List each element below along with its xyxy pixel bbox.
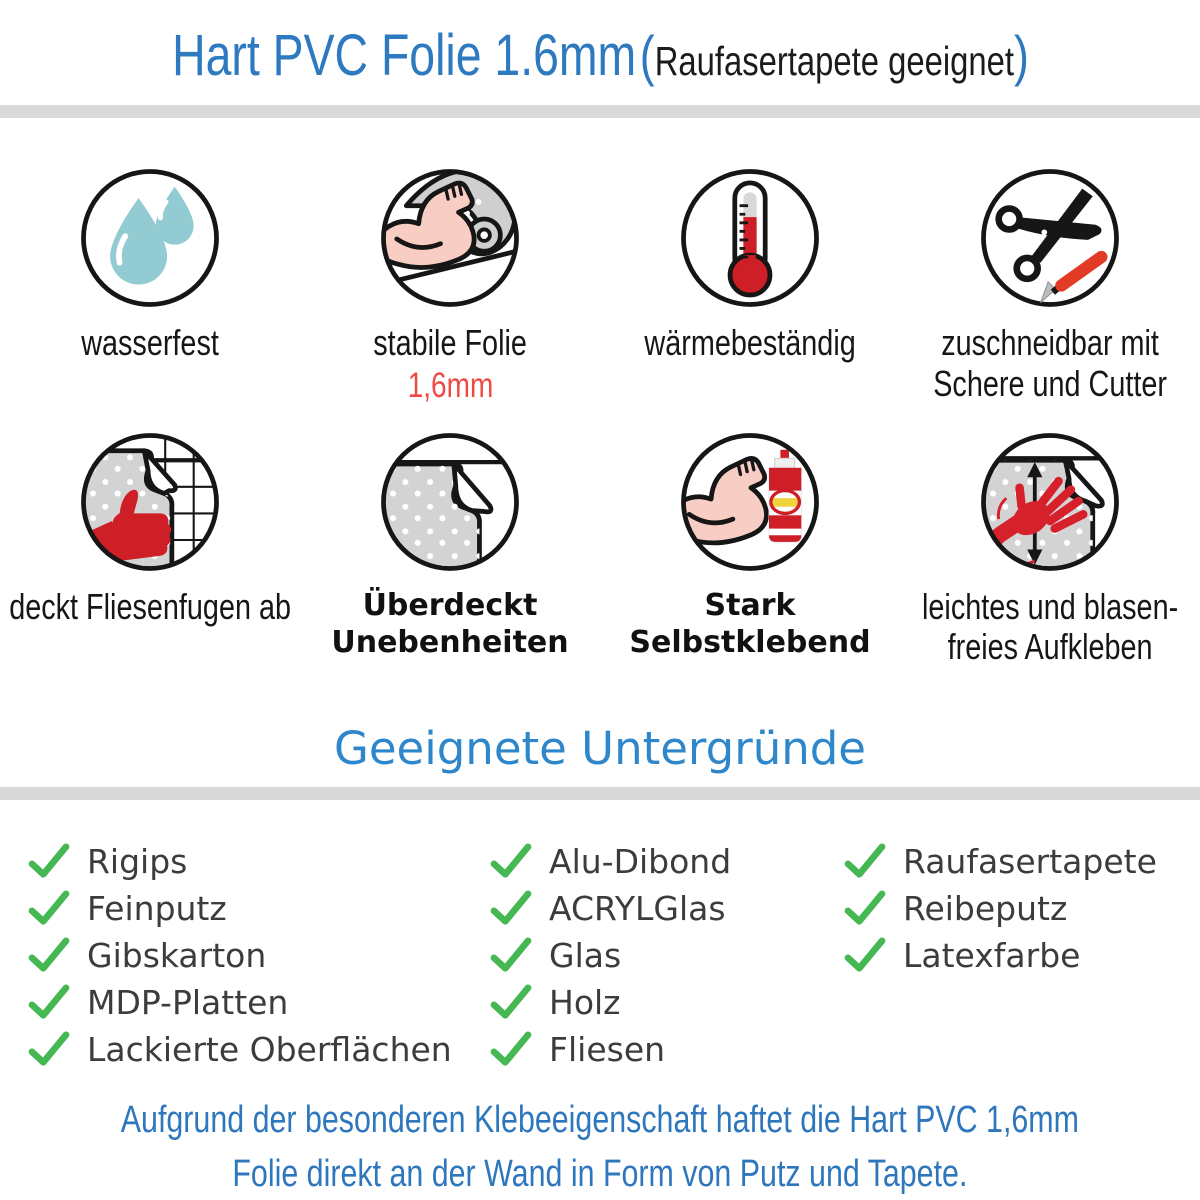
thermometer-icon — [674, 162, 826, 314]
thumb-up-tiles-icon — [74, 426, 226, 578]
substrates-list — [0, 840, 1200, 1070]
substrate-item — [28, 934, 490, 976]
feature-label: wärmebeständig — [644, 322, 856, 363]
title-paren-close: ) — [1013, 24, 1029, 87]
scissors-cutter-icon — [974, 162, 1126, 314]
substrate-label: Rigips — [87, 841, 188, 881]
substrates-heading: Geeignete Untergründe — [333, 722, 866, 776]
substrate-label: Raufasertapete — [903, 841, 1157, 881]
substrate-label: Fliesen — [549, 1029, 666, 1069]
feature-aufkleben — [890, 426, 1200, 668]
footer-line-2: Folie direkt an der Wand in Form von Putz und Tapete. — [232, 1152, 968, 1195]
feature-grid — [0, 162, 1200, 668]
feature-label: Stark Selbstklebend — [629, 587, 871, 661]
feature-fliesenfugen — [0, 426, 326, 668]
feature-stabile-folie — [354, 162, 546, 406]
substrates-column-3 — [830, 840, 1200, 1070]
feature-label: wasserfest — [81, 322, 219, 363]
title-note: Raufasertapete geeignet — [654, 38, 1014, 84]
check-icon — [490, 937, 532, 973]
substrate-item — [28, 1028, 490, 1070]
substrate-label: Lackierte Oberflächen — [87, 1029, 452, 1069]
substrates-column-2 — [490, 840, 830, 1070]
substrate-item — [490, 981, 830, 1023]
check-icon — [490, 890, 532, 926]
feature-label: Überdeckt Unebenheiten — [331, 587, 569, 661]
page-title — [0, 0, 1200, 89]
substrate-label: MDP-Platten — [87, 982, 289, 1022]
water-drops-icon — [74, 162, 226, 314]
divider-bar-middle — [0, 787, 1200, 800]
check-icon — [844, 937, 886, 973]
substrate-item — [490, 1028, 830, 1070]
check-icon — [28, 843, 70, 879]
feature-selbstklebend — [629, 426, 870, 668]
substrate-label: Latexfarbe — [903, 935, 1081, 975]
feature-label: stabile Folie — [373, 322, 527, 363]
title-paren-open: ( — [639, 24, 655, 87]
feature-unebenheiten — [331, 426, 568, 668]
feature-label: leichtes und blasen- freies Aufkleben — [921, 585, 1179, 668]
substrates-column-1 — [28, 840, 490, 1070]
check-icon — [490, 1031, 532, 1067]
feature-waermebestaendig — [618, 162, 882, 406]
check-icon — [844, 890, 886, 926]
footer-line-1: Aufgrund der besonderen Klebeeigenschaft haftet die Hart PVC 1,6mm — [120, 1099, 1080, 1142]
substrate-item — [28, 840, 490, 882]
substrate-item — [490, 934, 830, 976]
substrate-item — [844, 840, 1200, 882]
divider-bar-top — [0, 105, 1200, 118]
substrate-item — [844, 934, 1200, 976]
substrate-label: Alu-Dibond — [549, 841, 732, 881]
substrate-label: Reibeputz — [903, 888, 1068, 928]
foil-fold-icon — [374, 426, 526, 578]
footer-note — [0, 1094, 1200, 1200]
check-icon — [28, 890, 70, 926]
muscle-foil-roll-icon — [374, 162, 526, 314]
substrate-label: ACRYLGlas — [549, 888, 726, 928]
check-icon — [490, 843, 532, 879]
substrate-label: Glas — [549, 935, 622, 975]
substrate-item — [844, 887, 1200, 929]
substrate-label: Holz — [549, 982, 621, 1022]
substrate-item — [490, 887, 830, 929]
feature-label: zuschneidbar mit Schere und Cutter — [933, 322, 1167, 404]
substrate-label: Feinputz — [87, 888, 227, 928]
feature-label: deckt Fliesenfugen ab — [9, 585, 291, 627]
hand-smoothing-icon — [974, 426, 1126, 578]
feature-wasserfest — [64, 162, 236, 406]
feature-zuschneidbar — [904, 162, 1196, 406]
check-icon — [28, 1031, 70, 1067]
substrate-label: Gibskarton — [87, 935, 267, 975]
check-icon — [844, 843, 886, 879]
muscle-glue-tube-icon — [674, 426, 826, 578]
check-icon — [28, 984, 70, 1020]
check-icon — [490, 984, 532, 1020]
substrate-item — [28, 887, 490, 929]
substrate-item — [490, 840, 830, 882]
feature-sublabel: 1,6mm — [407, 365, 493, 405]
check-icon — [28, 937, 70, 973]
title-main: Hart PVC Folie 1.6mm — [171, 23, 636, 88]
substrate-item — [28, 981, 490, 1023]
